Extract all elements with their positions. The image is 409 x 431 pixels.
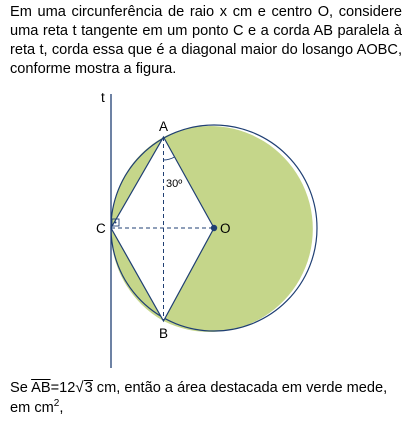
question-body: cm, então a área destacada em verde mede, em cm	[10, 380, 388, 416]
center-point-o	[211, 225, 217, 231]
right-angle-dot	[115, 222, 117, 224]
problem-statement: Em uma circunferência de raio x cm e centro O, considere uma reta t tangente em um ponto C e a corda AB paralela à reta t, corda essa que é a diagonal maior do losango AOBC, conforme mostra a figura.	[10, 4, 402, 77]
label-o: O	[220, 221, 231, 236]
label-a: A	[159, 119, 169, 134]
segment-ab: $\overline{AB}$	[31, 380, 51, 396]
label-b: B	[159, 326, 169, 341]
equals-sign: =	[50, 380, 60, 396]
angle-label-30: 30º	[166, 178, 183, 190]
radicand: 3	[84, 380, 93, 396]
question-suffix: ,	[59, 400, 64, 416]
coefficient: 12	[59, 380, 76, 396]
question-text	[10, 378, 406, 418]
question-prefix: Se	[10, 380, 28, 396]
exponent: 2	[53, 398, 60, 410]
radical-sign: √	[75, 379, 84, 396]
label-c: C	[96, 221, 106, 236]
label-t: t	[101, 90, 105, 105]
